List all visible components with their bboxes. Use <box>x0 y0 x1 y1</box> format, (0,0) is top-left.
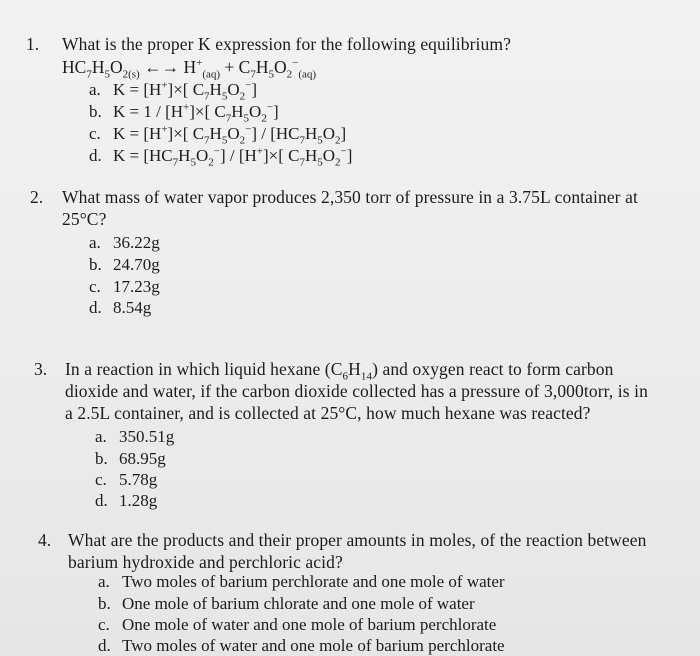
option-b[interactable]: b. K = 1 / [H+]×[ $C_7H_5O_2^-$] <box>89 101 279 125</box>
question-text-line: dioxide and water, if the carbon dioxide collected has a pressure of 3,000torr, is in <box>65 381 648 401</box>
option-letter: d. <box>95 491 108 510</box>
question-text-line: What mass of water vapor produces 2,350 torr of pressure in a 3.75L container at <box>62 187 638 207</box>
option-d[interactable] <box>89 298 151 318</box>
option-letter: b. <box>95 449 108 468</box>
option-text: One mole of barium chlorate and one mole of water <box>122 594 475 613</box>
equation-products: $H^+_{(aq)} + C_7H_5O_2^-_{(aq)}$ <box>183 57 317 81</box>
option-text: 350.51g <box>119 427 175 446</box>
option-a[interactable]: a. K = [H+]×[ $C_7H_5O_2^-$] <box>89 79 257 103</box>
option-b[interactable] <box>98 594 475 614</box>
option-a[interactable] <box>95 427 174 447</box>
option-text: 17.23g <box>113 277 160 296</box>
option-letter: c. <box>89 277 101 296</box>
option-letter: b. <box>89 102 102 121</box>
option-text: 8.54g <box>113 298 152 317</box>
question-number: 2. <box>30 187 44 207</box>
question-text-line: barium hydroxide and perchloric acid? <box>68 552 343 572</box>
question-text-line: In a reaction in which liquid hexane $(C_6H_{14})$ and oxygen react to form carbon <box>65 359 614 383</box>
option-b[interactable] <box>95 449 166 469</box>
option-letter: c. <box>89 124 101 143</box>
option-a[interactable] <box>98 572 505 592</box>
option-letter: b. <box>98 594 111 613</box>
question-text-line: a 2.5L container, and is collected at 25°C, how much hexane was reacted? <box>65 403 591 423</box>
option-letter: c. <box>95 470 107 489</box>
option-letter: a. <box>98 572 110 591</box>
option-c[interactable] <box>89 277 160 297</box>
question-text-line: What are the products and their proper amounts in moles, of the reaction between <box>68 530 647 550</box>
option-letter: d. <box>89 298 102 317</box>
option-text: 24.70g <box>113 255 160 274</box>
option-b[interactable] <box>89 255 160 275</box>
option-letter: a. <box>89 80 101 99</box>
equation-reactant: $HC_7H_5O_{2(s)}$ <box>62 57 140 81</box>
option-d[interactable] <box>98 636 505 656</box>
option-c[interactable]: c. K = [H+]×[ $C_7H_5O_2^-] / [HC_7H_5O_2]$ <box>89 123 347 147</box>
option-text: Two moles of barium perchlorate and one mole of water <box>122 572 505 591</box>
question-number: 3. <box>34 359 48 379</box>
equilibrium-equation <box>62 57 317 81</box>
option-text: 68.95g <box>119 449 166 468</box>
question-text: What is the proper K expression for the following equilibrium? <box>62 34 511 54</box>
option-letter: d. <box>89 146 102 165</box>
option-text: 5.78g <box>119 470 158 489</box>
equilibrium-arrow: ←→ <box>144 57 180 77</box>
option-text: 1.28g <box>119 491 158 510</box>
option-letter: a. <box>95 427 107 446</box>
option-d[interactable]: d. $K = [HC_7H_5O_2^-] / [H^+]\times$[ $C_7H_5O_2^-$] <box>89 145 353 169</box>
option-letter: c. <box>98 615 110 634</box>
option-text: One mole of water and one mole of barium perchlorate <box>122 615 497 634</box>
option-letter: d. <box>98 636 111 655</box>
option-a[interactable] <box>89 233 160 253</box>
option-text: 36.22g <box>113 233 160 252</box>
option-d[interactable] <box>95 491 157 511</box>
option-letter: a. <box>89 233 101 252</box>
option-letter: b. <box>89 255 102 274</box>
option-c[interactable] <box>95 470 157 490</box>
question-number: 4. <box>38 530 52 550</box>
question-text-line: 25°C? <box>62 209 107 229</box>
option-text: Two moles of water and one mole of barium perchlorate <box>122 636 505 655</box>
question-number: 1. <box>26 34 40 54</box>
option-c[interactable] <box>98 615 496 635</box>
